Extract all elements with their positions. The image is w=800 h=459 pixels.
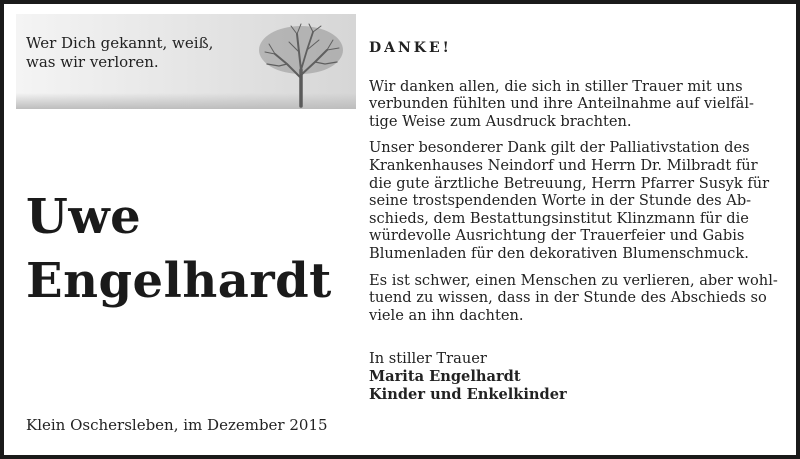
text-line: tuend zu wissen, dass in der Stunde des Abschieds so — [369, 289, 767, 307]
text-line: Es ist schwer, einen Menschen zu verlieren, aber wohl- — [369, 271, 778, 289]
deceased-last-name: Engelhardt — [26, 253, 332, 309]
place-date: Klein Oschersleben, im Dezember 2015 — [26, 416, 328, 434]
text-line: seine trostspendenden Worte in der Stunde des Ab- — [369, 192, 752, 210]
text-line: Unser besonderer Dank gilt der Palliativstation des — [369, 139, 750, 157]
quote-line: Wer Dich gekannt, weiß, — [26, 34, 214, 52]
text-line: würdevolle Ausrichtung der Trauerfeier und Gabis — [369, 227, 745, 245]
thanks-paragraph — [369, 272, 779, 325]
thanks-paragraph — [369, 78, 779, 131]
memorial-quote — [26, 34, 213, 72]
text-line: verbunden fühlten und ihre Anteilnahme auf vielfäl- — [369, 95, 754, 113]
signature-block — [369, 350, 567, 404]
deceased-first-name: Uwe — [26, 189, 142, 245]
text-line: tige Weise zum Ausdruck brachten. — [369, 112, 632, 130]
signature-intro: In stiller Trauer — [369, 350, 487, 367]
text-line: Krankenhauses Neindorf und Herrn Dr. Milbradt für — [369, 156, 758, 174]
quote-line: was wir verloren. — [26, 53, 159, 71]
text-line: Wir danken allen, die sich in stiller Trauer mit uns — [369, 77, 743, 95]
text-line: Blumenladen für den dekorativen Blumenschmuck. — [369, 244, 749, 262]
tree-icon — [251, 20, 351, 108]
thanks-section — [369, 40, 779, 333]
text-line: die gute ärztliche Betreuung, Herrn Pfarrer Susyk für — [369, 174, 770, 192]
thanks-heading: DANKE! — [369, 40, 452, 56]
text-line: schieds, dem Bestattungsinstitut Klinzmann für die — [369, 209, 749, 227]
thanks-paragraph — [369, 139, 779, 262]
text-line: viele an ihn dachten. — [369, 306, 524, 324]
obituary-card — [4, 4, 796, 455]
signature-name: Marita Engelhardt — [369, 368, 521, 385]
signature-family: Kinder und Enkelkinder — [369, 386, 567, 403]
